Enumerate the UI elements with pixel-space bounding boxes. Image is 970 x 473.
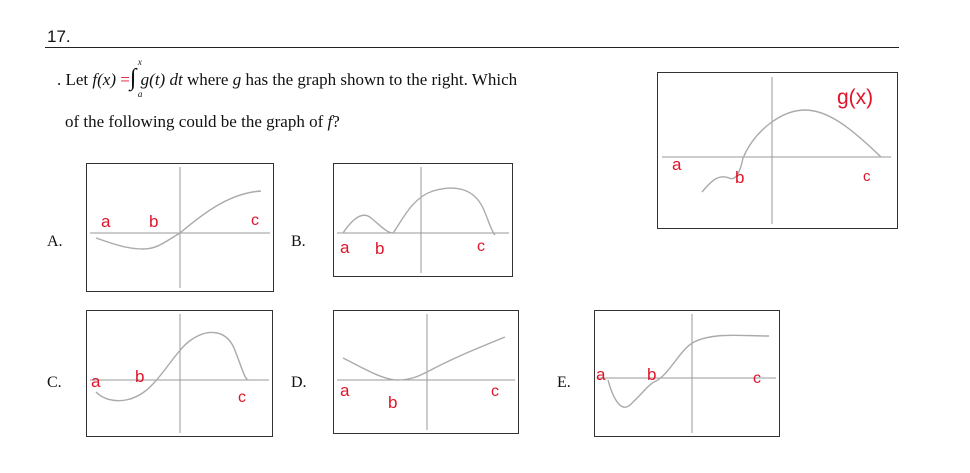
f-variable: f bbox=[327, 112, 333, 131]
question-number: 17. bbox=[47, 27, 71, 46]
label-a: a bbox=[340, 238, 350, 257]
stem-prefix: . Let bbox=[57, 70, 89, 89]
label-a: a bbox=[340, 381, 350, 400]
option-c-letter: C. bbox=[47, 374, 62, 391]
reference-graph-g bbox=[657, 72, 898, 229]
f-curve bbox=[343, 188, 495, 235]
graph-frame bbox=[595, 311, 780, 437]
equals-sign: = bbox=[120, 70, 130, 89]
g-label: g(x) bbox=[837, 86, 874, 109]
stem-line2: of the following could be the graph of bbox=[65, 112, 324, 131]
option-a-letter: A. bbox=[47, 233, 63, 250]
label-b: b bbox=[735, 168, 745, 187]
option-e-graph[interactable] bbox=[594, 310, 780, 437]
integrand: g(t) dt bbox=[140, 70, 183, 89]
option-d-graph[interactable] bbox=[333, 310, 519, 434]
label-a: a bbox=[101, 212, 111, 231]
f-curve bbox=[608, 335, 769, 407]
label-c: c bbox=[238, 389, 246, 406]
g-curve bbox=[702, 110, 881, 192]
label-c: c bbox=[753, 370, 761, 387]
label-a: a bbox=[672, 155, 682, 174]
label-b: b bbox=[375, 239, 385, 258]
label-c: c bbox=[251, 212, 259, 229]
label-b: b bbox=[149, 212, 159, 231]
f-curve bbox=[96, 191, 261, 249]
label-b: b bbox=[135, 367, 145, 386]
option-e-letter: E. bbox=[557, 374, 571, 391]
g-variable: g bbox=[232, 70, 242, 89]
question-stem-line2 bbox=[65, 112, 340, 132]
label-c: c bbox=[477, 238, 485, 255]
f-curve bbox=[96, 332, 248, 400]
label-a: a bbox=[596, 365, 606, 384]
option-c-graph[interactable] bbox=[86, 310, 273, 437]
option-b-graph[interactable] bbox=[333, 163, 513, 277]
stem-where: where bbox=[186, 70, 229, 89]
question-mark: ? bbox=[332, 112, 340, 131]
label-c: c bbox=[491, 383, 499, 400]
label-b: b bbox=[647, 365, 657, 384]
option-d-letter: D. bbox=[291, 374, 307, 391]
f-of-x: f(x) bbox=[92, 70, 116, 89]
option-b-letter: B. bbox=[291, 233, 306, 250]
f-curve bbox=[343, 337, 505, 380]
header-rule bbox=[45, 47, 899, 48]
option-a-graph[interactable] bbox=[86, 163, 274, 292]
label-c: c bbox=[863, 168, 871, 185]
label-b: b bbox=[388, 393, 398, 412]
stem-rest: has the graph shown to the right. Which bbox=[245, 70, 518, 89]
question-stem: . Let f(x) =∫ x a g(t) dt where g has the graph shown to the right. Which bbox=[57, 57, 518, 99]
graph-frame bbox=[334, 164, 513, 277]
label-a: a bbox=[91, 372, 101, 391]
